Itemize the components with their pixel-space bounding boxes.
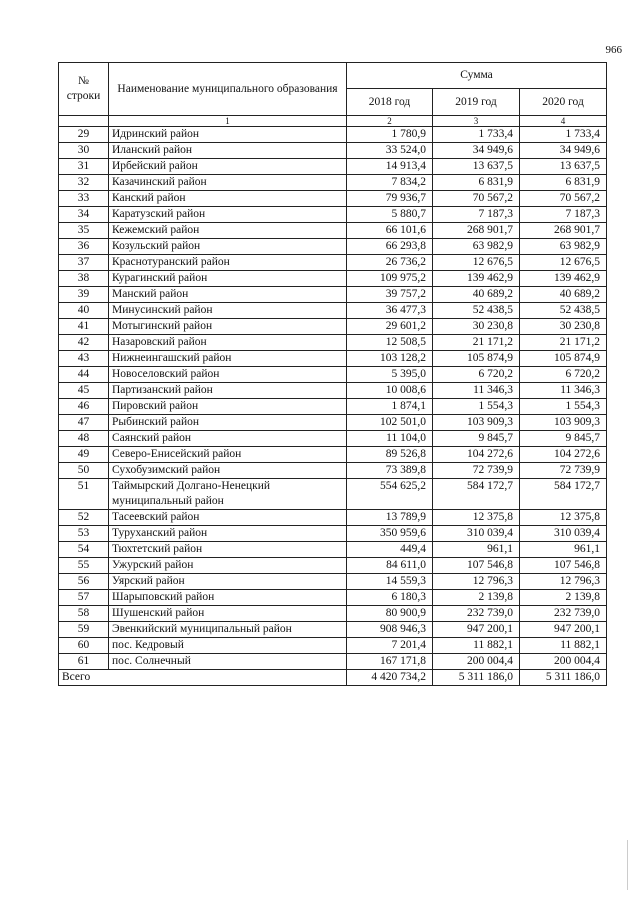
municipality-name: Минусинский район bbox=[109, 303, 347, 319]
value-2018: 79 936,7 bbox=[347, 191, 433, 207]
municipality-name: Иланский район bbox=[109, 143, 347, 159]
value-2019: 104 272,6 bbox=[433, 447, 520, 463]
value-2020: 1 733,4 bbox=[520, 127, 607, 143]
municipality-name: Каратузский район bbox=[109, 207, 347, 223]
municipality-name: пос. Солнечный bbox=[109, 654, 347, 670]
value-2020: 200 004,4 bbox=[520, 654, 607, 670]
municipality-name: Партизанский район bbox=[109, 383, 347, 399]
row-number: 44 bbox=[59, 367, 109, 383]
table-row bbox=[59, 526, 607, 542]
table-row bbox=[59, 159, 607, 175]
municipality-name: Эвенкийский муниципальный район bbox=[109, 622, 347, 638]
value-2020: 21 171,2 bbox=[520, 335, 607, 351]
table-row bbox=[59, 239, 607, 255]
table-row bbox=[59, 638, 607, 654]
municipality-name: Таймырский Долгано-Ненецкий муниципальный район bbox=[109, 479, 347, 510]
municipality-name: Манский район bbox=[109, 287, 347, 303]
table-row bbox=[59, 271, 607, 287]
row-number: 49 bbox=[59, 447, 109, 463]
value-2020: 34 949,6 bbox=[520, 143, 607, 159]
value-2020: 40 689,2 bbox=[520, 287, 607, 303]
table-row bbox=[59, 143, 607, 159]
table-row bbox=[59, 558, 607, 574]
value-2020: 103 909,3 bbox=[520, 415, 607, 431]
row-number: 59 bbox=[59, 622, 109, 638]
value-2018: 12 508,5 bbox=[347, 335, 433, 351]
column-number-2: 2 bbox=[347, 116, 433, 127]
row-number: 40 bbox=[59, 303, 109, 319]
value-2019: 52 438,5 bbox=[433, 303, 520, 319]
row-number: 38 bbox=[59, 271, 109, 287]
row-number: 61 bbox=[59, 654, 109, 670]
value-2019: 12 375,8 bbox=[433, 510, 520, 526]
budget-table bbox=[58, 62, 607, 686]
value-2018: 33 524,0 bbox=[347, 143, 433, 159]
value-2020: 63 982,9 bbox=[520, 239, 607, 255]
row-number: 34 bbox=[59, 207, 109, 223]
value-2020: 105 874,9 bbox=[520, 351, 607, 367]
value-2018: 102 501,0 bbox=[347, 415, 433, 431]
municipality-name: Идринский район bbox=[109, 127, 347, 143]
row-number: 53 bbox=[59, 526, 109, 542]
municipality-name: Новоселовский район bbox=[109, 367, 347, 383]
table-row bbox=[59, 287, 607, 303]
value-2020: 11 882,1 bbox=[520, 638, 607, 654]
table-row bbox=[59, 574, 607, 590]
value-2019: 232 739,0 bbox=[433, 606, 520, 622]
table-row bbox=[59, 175, 607, 191]
row-number: 33 bbox=[59, 191, 109, 207]
value-2018: 5 395,0 bbox=[347, 367, 433, 383]
value-2018: 80 900,9 bbox=[347, 606, 433, 622]
value-2020: 6 720,2 bbox=[520, 367, 607, 383]
value-2018: 26 736,2 bbox=[347, 255, 433, 271]
value-2019: 107 546,8 bbox=[433, 558, 520, 574]
value-2019: 30 230,8 bbox=[433, 319, 520, 335]
value-2019: 961,1 bbox=[433, 542, 520, 558]
row-number: 50 bbox=[59, 463, 109, 479]
row-number: 46 bbox=[59, 399, 109, 415]
municipality-name: Туруханский район bbox=[109, 526, 347, 542]
value-2019: 1 554,3 bbox=[433, 399, 520, 415]
header-year-2020: 2020 год bbox=[520, 89, 607, 116]
value-2019: 63 982,9 bbox=[433, 239, 520, 255]
value-2020: 961,1 bbox=[520, 542, 607, 558]
table-row bbox=[59, 191, 607, 207]
value-2018: 350 959,6 bbox=[347, 526, 433, 542]
row-number: 30 bbox=[59, 143, 109, 159]
row-number: 42 bbox=[59, 335, 109, 351]
value-2020: 232 739,0 bbox=[520, 606, 607, 622]
value-2020: 310 039,4 bbox=[520, 526, 607, 542]
value-2018: 13 789,9 bbox=[347, 510, 433, 526]
value-2019: 947 200,1 bbox=[433, 622, 520, 638]
total-value-2019: 5 311 186,0 bbox=[433, 670, 520, 686]
value-2018: 6 180,3 bbox=[347, 590, 433, 606]
row-number: 29 bbox=[59, 127, 109, 143]
value-2018: 14 913,4 bbox=[347, 159, 433, 175]
value-2019: 70 567,2 bbox=[433, 191, 520, 207]
table-row bbox=[59, 542, 607, 558]
municipality-name: Кежемский район bbox=[109, 223, 347, 239]
row-number: 58 bbox=[59, 606, 109, 622]
value-2018: 11 104,0 bbox=[347, 431, 433, 447]
table-row bbox=[59, 303, 607, 319]
row-number: 37 bbox=[59, 255, 109, 271]
total-value-2020: 5 311 186,0 bbox=[520, 670, 607, 686]
value-2018: 109 975,2 bbox=[347, 271, 433, 287]
value-2020: 104 272,6 bbox=[520, 447, 607, 463]
value-2019: 7 187,3 bbox=[433, 207, 520, 223]
value-2020: 12 796,3 bbox=[520, 574, 607, 590]
value-2020: 7 187,3 bbox=[520, 207, 607, 223]
table-row bbox=[59, 415, 607, 431]
row-number: 32 bbox=[59, 175, 109, 191]
table-row bbox=[59, 255, 607, 271]
row-number: 48 bbox=[59, 431, 109, 447]
value-2018: 39 757,2 bbox=[347, 287, 433, 303]
municipality-name: Шушенский район bbox=[109, 606, 347, 622]
value-2018: 908 946,3 bbox=[347, 622, 433, 638]
table-row bbox=[59, 223, 607, 239]
value-2019: 13 637,5 bbox=[433, 159, 520, 175]
row-number: 55 bbox=[59, 558, 109, 574]
value-2020: 1 554,3 bbox=[520, 399, 607, 415]
page-number: 966 bbox=[605, 44, 622, 56]
row-number: 35 bbox=[59, 223, 109, 239]
value-2020: 139 462,9 bbox=[520, 271, 607, 287]
municipality-name: Козульский район bbox=[109, 239, 347, 255]
value-2020: 584 172,7 bbox=[520, 479, 607, 510]
row-number: 43 bbox=[59, 351, 109, 367]
column-number-4: 4 bbox=[520, 116, 607, 127]
row-number: 31 bbox=[59, 159, 109, 175]
value-2019: 12 676,5 bbox=[433, 255, 520, 271]
value-2019: 21 171,2 bbox=[433, 335, 520, 351]
value-2019: 1 733,4 bbox=[433, 127, 520, 143]
municipality-name: пос. Кедровый bbox=[109, 638, 347, 654]
row-number: 60 bbox=[59, 638, 109, 654]
table-row bbox=[59, 510, 607, 526]
value-2018: 167 171,8 bbox=[347, 654, 433, 670]
value-2019: 584 172,7 bbox=[433, 479, 520, 510]
value-2018: 89 526,8 bbox=[347, 447, 433, 463]
header-row-number: № строки bbox=[59, 63, 109, 116]
municipality-name: Канский район bbox=[109, 191, 347, 207]
value-2020: 947 200,1 bbox=[520, 622, 607, 638]
header-municipality: Наименование муниципального образования bbox=[109, 63, 347, 116]
table-row bbox=[59, 335, 607, 351]
value-2018: 10 008,6 bbox=[347, 383, 433, 399]
value-2019: 268 901,7 bbox=[433, 223, 520, 239]
table-row bbox=[59, 319, 607, 335]
municipality-name: Пировский район bbox=[109, 399, 347, 415]
table-row bbox=[59, 207, 607, 223]
row-number: 41 bbox=[59, 319, 109, 335]
value-2018: 73 389,8 bbox=[347, 463, 433, 479]
value-2019: 6 831,9 bbox=[433, 175, 520, 191]
row-number: 54 bbox=[59, 542, 109, 558]
municipality-name: Северо-Енисейский район bbox=[109, 447, 347, 463]
value-2020: 9 845,7 bbox=[520, 431, 607, 447]
value-2019: 6 720,2 bbox=[433, 367, 520, 383]
column-number-1: 1 bbox=[109, 116, 347, 127]
row-number: 56 bbox=[59, 574, 109, 590]
total-row bbox=[59, 670, 607, 686]
value-2019: 9 845,7 bbox=[433, 431, 520, 447]
municipality-name: Тюхтетский район bbox=[109, 542, 347, 558]
value-2020: 6 831,9 bbox=[520, 175, 607, 191]
value-2020: 30 230,8 bbox=[520, 319, 607, 335]
table-row bbox=[59, 654, 607, 670]
municipality-name: Уярский район bbox=[109, 574, 347, 590]
header-year-2018: 2018 год bbox=[347, 89, 433, 116]
value-2020: 12 375,8 bbox=[520, 510, 607, 526]
municipality-name: Мотыгинский район bbox=[109, 319, 347, 335]
value-2020: 2 139,8 bbox=[520, 590, 607, 606]
value-2018: 7 834,2 bbox=[347, 175, 433, 191]
value-2018: 84 611,0 bbox=[347, 558, 433, 574]
municipality-name: Рыбинский район bbox=[109, 415, 347, 431]
value-2018: 66 293,8 bbox=[347, 239, 433, 255]
value-2019: 72 739,9 bbox=[433, 463, 520, 479]
value-2019: 40 689,2 bbox=[433, 287, 520, 303]
header-year-2019: 2019 год bbox=[433, 89, 520, 116]
value-2019: 103 909,3 bbox=[433, 415, 520, 431]
municipality-name: Саянский район bbox=[109, 431, 347, 447]
value-2019: 105 874,9 bbox=[433, 351, 520, 367]
row-number: 57 bbox=[59, 590, 109, 606]
value-2018: 103 128,2 bbox=[347, 351, 433, 367]
value-2018: 1 780,9 bbox=[347, 127, 433, 143]
table-row bbox=[59, 622, 607, 638]
table-row bbox=[59, 463, 607, 479]
municipality-name: Сухобузимский район bbox=[109, 463, 347, 479]
total-label: Всего bbox=[59, 670, 347, 686]
row-number: 45 bbox=[59, 383, 109, 399]
value-2019: 34 949,6 bbox=[433, 143, 520, 159]
table-row bbox=[59, 606, 607, 622]
margin-rule bbox=[627, 840, 628, 890]
table-row bbox=[59, 447, 607, 463]
value-2020: 107 546,8 bbox=[520, 558, 607, 574]
value-2018: 29 601,2 bbox=[347, 319, 433, 335]
value-2019: 2 139,8 bbox=[433, 590, 520, 606]
row-number: 36 bbox=[59, 239, 109, 255]
value-2018: 66 101,6 bbox=[347, 223, 433, 239]
table-row bbox=[59, 399, 607, 415]
table-row bbox=[59, 351, 607, 367]
table-row bbox=[59, 367, 607, 383]
municipality-name: Ирбейский район bbox=[109, 159, 347, 175]
value-2018: 36 477,3 bbox=[347, 303, 433, 319]
table-row bbox=[59, 383, 607, 399]
table-row bbox=[59, 127, 607, 143]
value-2018: 5 880,7 bbox=[347, 207, 433, 223]
municipality-name: Тасеевский район bbox=[109, 510, 347, 526]
municipality-name: Назаровский район bbox=[109, 335, 347, 351]
value-2020: 11 346,3 bbox=[520, 383, 607, 399]
header-sum: Сумма bbox=[347, 63, 607, 89]
value-2019: 11 346,3 bbox=[433, 383, 520, 399]
row-number: 52 bbox=[59, 510, 109, 526]
value-2019: 139 462,9 bbox=[433, 271, 520, 287]
value-2020: 72 739,9 bbox=[520, 463, 607, 479]
municipality-name: Нижнеингашский район bbox=[109, 351, 347, 367]
row-number: 39 bbox=[59, 287, 109, 303]
value-2020: 52 438,5 bbox=[520, 303, 607, 319]
column-number-3: 3 bbox=[433, 116, 520, 127]
value-2020: 13 637,5 bbox=[520, 159, 607, 175]
value-2018: 449,4 bbox=[347, 542, 433, 558]
table-row bbox=[59, 431, 607, 447]
value-2018: 7 201,4 bbox=[347, 638, 433, 654]
value-2018: 1 874,1 bbox=[347, 399, 433, 415]
value-2019: 12 796,3 bbox=[433, 574, 520, 590]
municipality-name: Казачинский район bbox=[109, 175, 347, 191]
value-2019: 310 039,4 bbox=[433, 526, 520, 542]
total-value-2018: 4 420 734,2 bbox=[347, 670, 433, 686]
municipality-name: Шарыповский район bbox=[109, 590, 347, 606]
table-row bbox=[59, 479, 607, 510]
row-number: 51 bbox=[59, 479, 109, 510]
value-2020: 12 676,5 bbox=[520, 255, 607, 271]
value-2020: 70 567,2 bbox=[520, 191, 607, 207]
column-number-blank bbox=[59, 116, 109, 127]
value-2019: 200 004,4 bbox=[433, 654, 520, 670]
value-2019: 11 882,1 bbox=[433, 638, 520, 654]
municipality-name: Ужурский район bbox=[109, 558, 347, 574]
municipality-name: Краснотуранский район bbox=[109, 255, 347, 271]
value-2018: 554 625,2 bbox=[347, 479, 433, 510]
table-row bbox=[59, 590, 607, 606]
value-2018: 14 559,3 bbox=[347, 574, 433, 590]
municipality-name: Курагинский район bbox=[109, 271, 347, 287]
row-number: 47 bbox=[59, 415, 109, 431]
value-2020: 268 901,7 bbox=[520, 223, 607, 239]
